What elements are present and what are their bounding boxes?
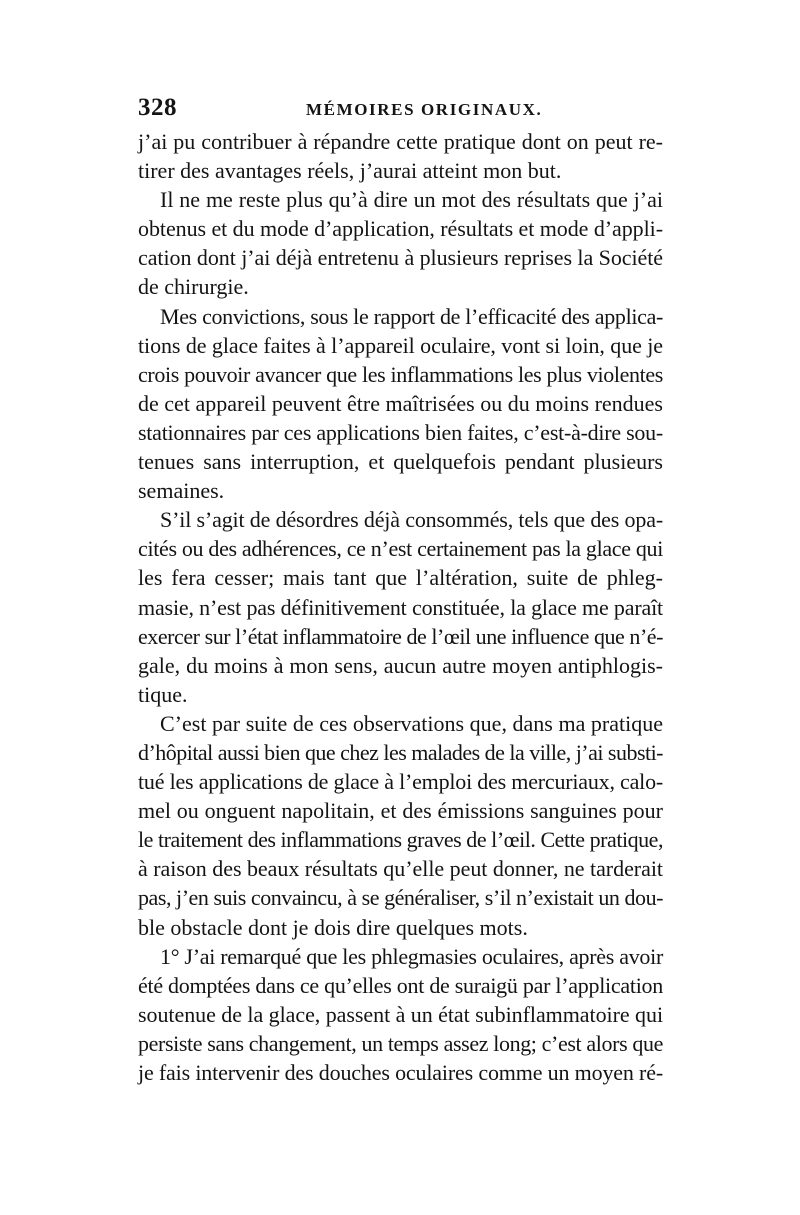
page-number: 328 [138, 94, 177, 121]
text-line: tué les applications de glace à l’emploi des mercuriaux, calo- [138, 769, 663, 795]
text-line: C’est par suite de ces observations que, dans ma pratique [160, 710, 663, 736]
text-line: exercer sur l’état inflammatoire de l’œil une influence que n’é- [138, 623, 663, 649]
text-line: 1° J’ai remarqué que les phlegmasies oculaires, après avoir [160, 943, 663, 969]
text-line: tenues sans interruption, et quelquefois pendant plusieurs [138, 449, 663, 475]
text-line: d’hôpital aussi bien que chez les malades de la ville, j’ai substi- [138, 739, 663, 765]
text-line: soutenue de la glace, passent à un état subinflammatoire qui [138, 1001, 664, 1027]
text-line: Il ne me reste plus qu’à dire un mot des résultats que j’ai [160, 187, 663, 213]
text-line: je fais intervenir des douches oculaires comme un moyen ré- [138, 1060, 663, 1085]
text-line: S’il s’agit de désordres déjà consommés, tels que des opa- [160, 507, 663, 533]
text-line: tirer des avantages réels, j’aurai atteint mon but. [138, 158, 562, 184]
text-line: gale, du moins à mon sens, aucun autre moyen antiphlogis- [138, 652, 663, 678]
text-line: j’ai pu contribuer à répandre cette pratique dont on peut re- [138, 129, 663, 154]
text-line: été domptées dans ce qu’elles ont de suraigü par l’application [138, 972, 664, 998]
text-line: de cet appareil peuvent être maîtrisées ou du moins rendues [138, 390, 663, 416]
text-line: de chirurgie. [138, 274, 249, 300]
text-line: persiste sans changement, un temps assez long; c’est alors que [138, 1030, 664, 1056]
text-line: à raison des beaux résultats qu’elle peut donner, ne tarderait [138, 856, 663, 882]
text-line: obtenus et du mode d’application, résultats et mode d’appli- [138, 216, 663, 242]
text-line: les fera cesser; mais tant que l’altération, suite de phleg- [138, 565, 663, 591]
text-line: tions de glace faites à l’appareil oculaire, vont si loin, que je [138, 332, 663, 358]
text-line: crois pouvoir avancer que les inflammations les plus violentes [138, 361, 663, 387]
text-line: semaines. [138, 478, 225, 504]
text-line: ble obstacle dont je dois dire quelques mots. [138, 914, 528, 940]
running-head: MÉMOIRES ORIGINAUX. [306, 100, 543, 119]
page-header [138, 92, 663, 126]
text-line: masie, n’est pas définitivement constituée, la glace me paraît [138, 594, 663, 620]
text-line: tique. [138, 681, 188, 707]
text-line: Mes convictions, sous le rapport de l’efficacité des applica- [160, 303, 664, 329]
text-line: le traitement des inflammations graves de l’œil. Cette pratique, [138, 827, 664, 853]
text-line: pas, j’en suis convaincu, à se généraliser, s’il n’existait un dou- [138, 885, 663, 911]
body-text [138, 127, 663, 1087]
text-line: mel ou onguent napolitain, et des émissions sanguines pour [138, 798, 663, 824]
text-line: stationnaires par ces applications bien faites, c’est-à-dire sou- [138, 419, 663, 445]
text-line: cités ou des adhérences, ce n’est certainement pas la glace qui [138, 536, 663, 562]
text-line: cation dont j’ai déjà entretenu à plusieurs reprises la Société [138, 245, 664, 271]
